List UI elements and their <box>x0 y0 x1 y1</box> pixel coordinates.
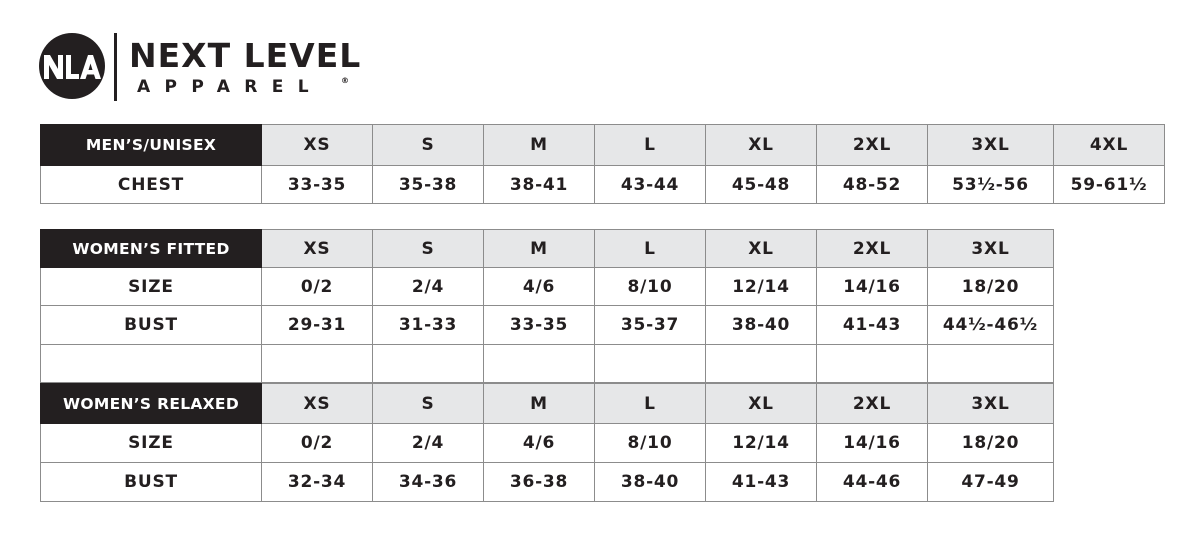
fitted-size-xs: XS <box>262 230 373 268</box>
empty-cell <box>595 345 706 383</box>
cell-value: 33-35 <box>262 166 373 204</box>
fitted-size-3xl: 3XL <box>928 230 1054 268</box>
mens-header-row <box>41 125 1165 166</box>
relaxed-size-xl: XL <box>706 384 817 424</box>
registered-mark: ® <box>341 76 349 85</box>
cell-value: 38-40 <box>706 306 817 345</box>
mens-chest-row <box>41 166 1165 204</box>
relaxed-header-row <box>41 384 1054 424</box>
cell-value: 47-49 <box>928 463 1054 502</box>
cell-value: 8/10 <box>595 424 706 463</box>
mens-size-s: S <box>373 125 484 166</box>
cell-value: 41-43 <box>817 306 928 345</box>
cell-value: 44-46 <box>817 463 928 502</box>
fitted-header-row <box>41 230 1054 268</box>
cell-value: 2/4 <box>373 424 484 463</box>
cell-value: 18/20 <box>928 268 1054 306</box>
mens-size-3xl: 3XL <box>928 125 1054 166</box>
empty-cell <box>706 345 817 383</box>
cell-value: 45-48 <box>706 166 817 204</box>
cell-value: 38-40 <box>595 463 706 502</box>
relaxed-size-l: L <box>595 384 706 424</box>
cell-value: 48-52 <box>817 166 928 204</box>
relaxed-size-row <box>41 424 1054 463</box>
cell-value: 38-41 <box>484 166 595 204</box>
cell-value: 0/2 <box>262 424 373 463</box>
empty-cell <box>373 345 484 383</box>
relaxed-size-m: M <box>484 384 595 424</box>
cell-value: 35-38 <box>373 166 484 204</box>
brand-name: NEXT LEVEL <box>129 36 362 75</box>
nla-logo-mark <box>39 33 105 99</box>
relaxed-size-xs: XS <box>262 384 373 424</box>
row-label: SIZE <box>41 268 262 306</box>
mens-size-2xl: 2XL <box>817 125 928 166</box>
row-label: BUST <box>41 463 262 502</box>
fitted-size-2xl: 2XL <box>817 230 928 268</box>
cell-value: 14/16 <box>817 268 928 306</box>
cell-value: 0/2 <box>262 268 373 306</box>
relaxed-size-s: S <box>373 384 484 424</box>
mens-table-title: MEN’S/UNISEX <box>41 125 262 166</box>
empty-cell <box>817 345 928 383</box>
cell-value: 14/16 <box>817 424 928 463</box>
logo-divider <box>114 33 117 101</box>
mens-size-l: L <box>595 125 706 166</box>
cell-value: 4/6 <box>484 268 595 306</box>
mens-size-xl: XL <box>706 125 817 166</box>
cell-value: 44½-46½ <box>928 306 1054 345</box>
fitted-size-m: M <box>484 230 595 268</box>
cell-value: 2/4 <box>373 268 484 306</box>
cell-value: 35-37 <box>595 306 706 345</box>
cell-value: 29-31 <box>262 306 373 345</box>
womens-relaxed-size-table <box>40 383 1054 502</box>
cell-value: 41-43 <box>706 463 817 502</box>
mens-size-m: M <box>484 125 595 166</box>
cell-value: 12/14 <box>706 424 817 463</box>
row-label: BUST <box>41 306 262 345</box>
fitted-table-title: WOMEN’S FITTED <box>41 230 262 268</box>
row-label: SIZE <box>41 424 262 463</box>
fitted-bust-row <box>41 306 1054 345</box>
cell-value: 36-38 <box>484 463 595 502</box>
mens-size-xs: XS <box>262 125 373 166</box>
cell-value: 12/14 <box>706 268 817 306</box>
mens-size-4xl: 4XL <box>1054 125 1165 166</box>
cell-value: 34-36 <box>373 463 484 502</box>
fitted-size-xl: XL <box>706 230 817 268</box>
cell-value: 59-61½ <box>1054 166 1165 204</box>
spacer-row <box>41 345 1054 383</box>
cell-value: 18/20 <box>928 424 1054 463</box>
empty-cell <box>484 345 595 383</box>
relaxed-size-3xl: 3XL <box>928 384 1054 424</box>
cell-value: 8/10 <box>595 268 706 306</box>
womens-fitted-size-table <box>40 229 1054 383</box>
empty-cell <box>928 345 1054 383</box>
cell-value: 32-34 <box>262 463 373 502</box>
relaxed-bust-row <box>41 463 1054 502</box>
empty-cell <box>41 345 262 383</box>
cell-value: 31-33 <box>373 306 484 345</box>
relaxed-table-title: WOMEN’S RELAXED <box>41 384 262 424</box>
relaxed-size-2xl: 2XL <box>817 384 928 424</box>
cell-value: 33-35 <box>484 306 595 345</box>
empty-cell <box>262 345 373 383</box>
fitted-size-row <box>41 268 1054 306</box>
fitted-size-s: S <box>373 230 484 268</box>
cell-value: 53½-56 <box>928 166 1054 204</box>
brand-subtitle: APPAREL <box>137 77 324 97</box>
mens-unisex-size-table <box>40 124 1165 204</box>
cell-value: 4/6 <box>484 424 595 463</box>
fitted-size-l: L <box>595 230 706 268</box>
row-label: CHEST <box>41 166 262 204</box>
cell-value: 43-44 <box>595 166 706 204</box>
